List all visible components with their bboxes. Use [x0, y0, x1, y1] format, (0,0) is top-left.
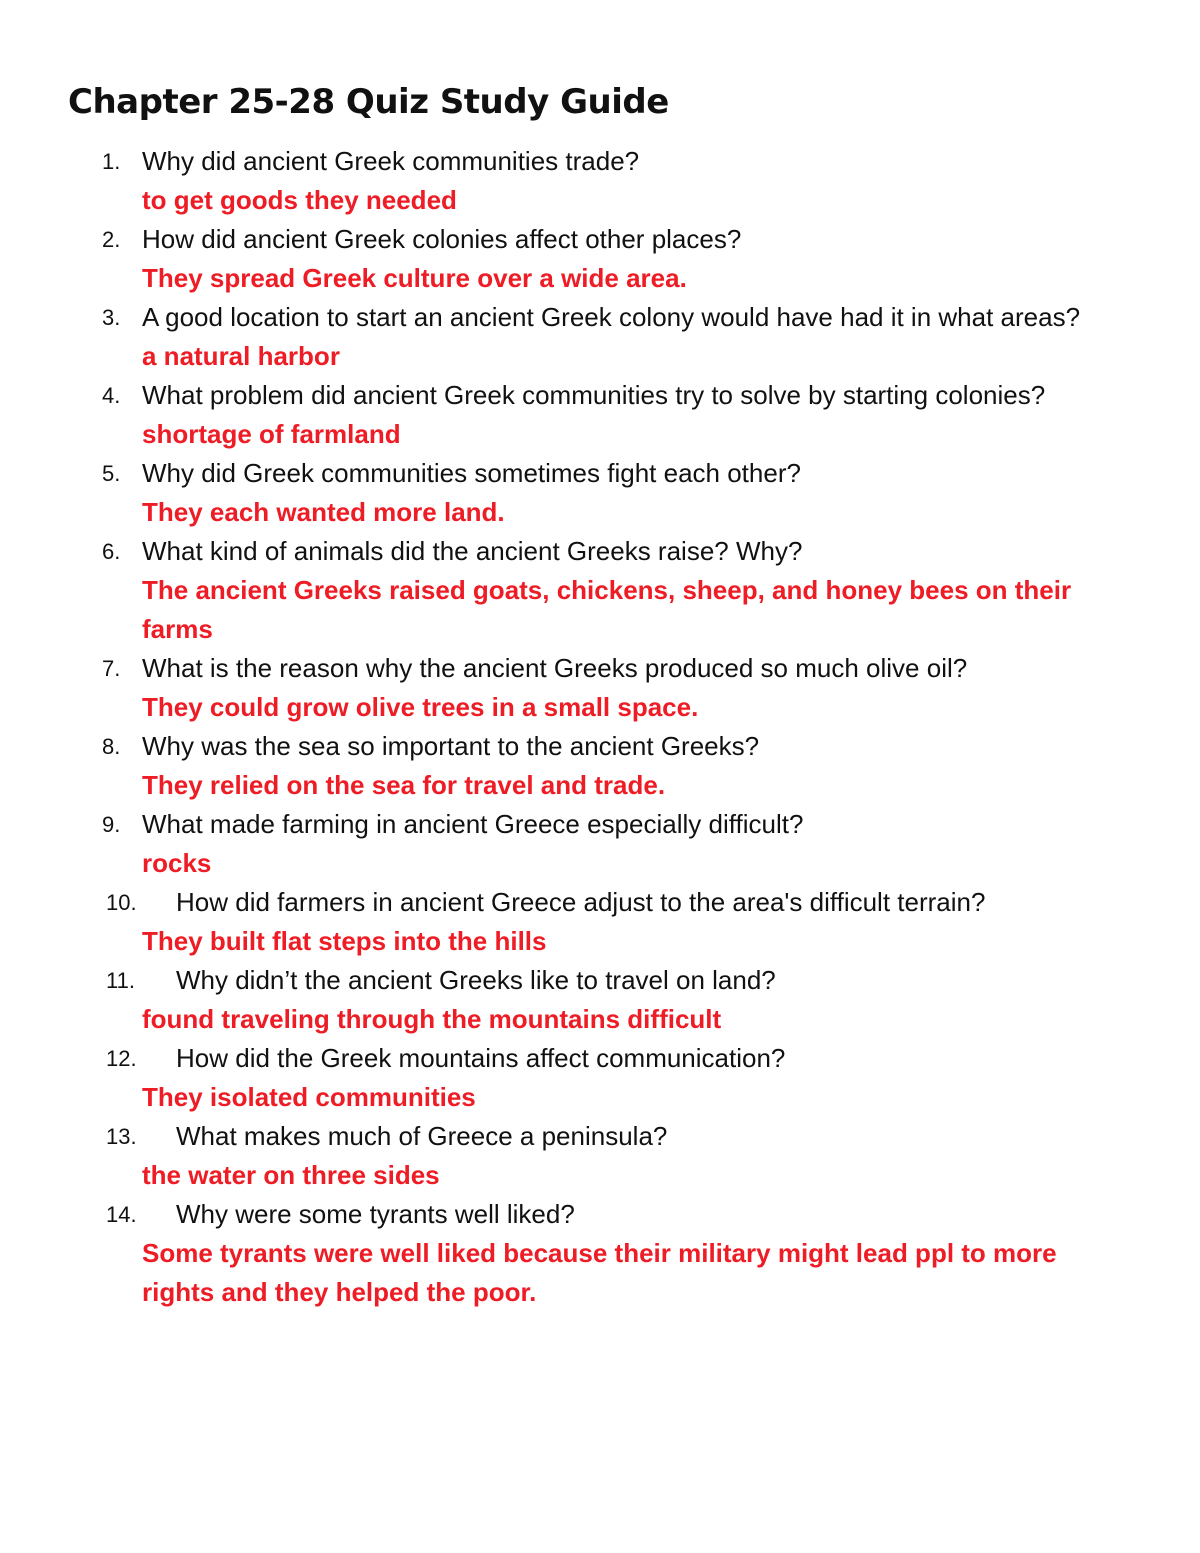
answer-text: They could grow olive trees in a small space. — [142, 692, 699, 722]
item-number: 9. — [102, 812, 121, 837]
answer-text: rocks — [142, 848, 212, 878]
question-text: What makes much of Greece a peninsula? — [176, 1121, 668, 1151]
question-text: What problem did ancient Greek communities try to solve by starting colonies? — [142, 380, 1046, 410]
list-item — [0, 649, 1200, 727]
item-number: 4. — [102, 383, 121, 408]
list-item — [0, 1117, 1200, 1195]
item-number: 8. — [102, 734, 121, 759]
answer-text: Some tyrants were well liked because their military might lead ppl to more rights and they helped the poor. — [142, 1238, 1057, 1307]
question-text: What made farming in ancient Greece especially difficult? — [142, 809, 804, 839]
list-item — [0, 727, 1200, 805]
question-text: A good location to start an ancient Greek colony would have had it in what areas? — [142, 302, 1081, 332]
question-text: How did farmers in ancient Greece adjust to the area's difficult terrain? — [176, 887, 986, 917]
item-number: 1. — [102, 149, 121, 174]
list-item — [0, 142, 1200, 220]
list-item — [0, 298, 1200, 376]
question-text: What is the reason why the ancient Greeks produced so much olive oil? — [142, 653, 968, 683]
list-item — [0, 1039, 1200, 1117]
answer-text: The ancient Greeks raised goats, chickens, sheep, and honey bees on their farms — [142, 575, 1072, 644]
item-number: 13. — [106, 1124, 137, 1149]
answer-text: found traveling through the mountains difficult — [142, 1004, 722, 1034]
list-item — [0, 220, 1200, 298]
question-text: Why didn’t the ancient Greeks like to travel on land? — [176, 965, 776, 995]
answer-text: They spread Greek culture over a wide area. — [142, 263, 687, 293]
answer-text: to get goods they needed — [142, 185, 457, 215]
answer-text: a natural harbor — [142, 341, 340, 371]
item-number: 6. — [102, 539, 121, 564]
list-item — [0, 961, 1200, 1039]
answer-text: They relied on the sea for travel and trade. — [142, 770, 666, 800]
question-text: How did the Greek mountains affect communication? — [176, 1043, 786, 1073]
list-item — [0, 805, 1200, 883]
item-number: 2. — [102, 227, 121, 252]
question-text: Why did Greek communities sometimes fight each other? — [142, 458, 801, 488]
item-number: 14. — [106, 1202, 137, 1227]
page-title: Chapter 25-28 Quiz Study Guide — [68, 82, 669, 122]
question-text: Why did ancient Greek communities trade? — [142, 146, 640, 176]
answer-text: They built flat steps into the hills — [142, 926, 547, 956]
list-item — [0, 883, 1200, 961]
list-item — [0, 454, 1200, 532]
list-item — [0, 1195, 1200, 1312]
question-list — [0, 142, 1200, 1312]
question-text: Why was the sea so important to the ancient Greeks? — [142, 731, 760, 761]
answer-text: shortage of farmland — [142, 419, 401, 449]
item-number: 3. — [102, 305, 121, 330]
list-item — [0, 532, 1200, 649]
item-number: 5. — [102, 461, 121, 486]
list-item — [0, 376, 1200, 454]
answer-text: They isolated communities — [142, 1082, 476, 1112]
item-number: 11. — [106, 968, 135, 993]
item-number: 10. — [106, 890, 137, 915]
answer-text: the water on three sides — [142, 1160, 440, 1190]
answer-text: They each wanted more land. — [142, 497, 505, 527]
item-number: 12. — [106, 1046, 137, 1071]
question-text: What kind of animals did the ancient Greeks raise? Why? — [142, 536, 803, 566]
question-text: How did ancient Greek colonies affect other places? — [142, 224, 742, 254]
question-text: Why were some tyrants well liked? — [176, 1199, 575, 1229]
item-number: 7. — [102, 656, 121, 681]
